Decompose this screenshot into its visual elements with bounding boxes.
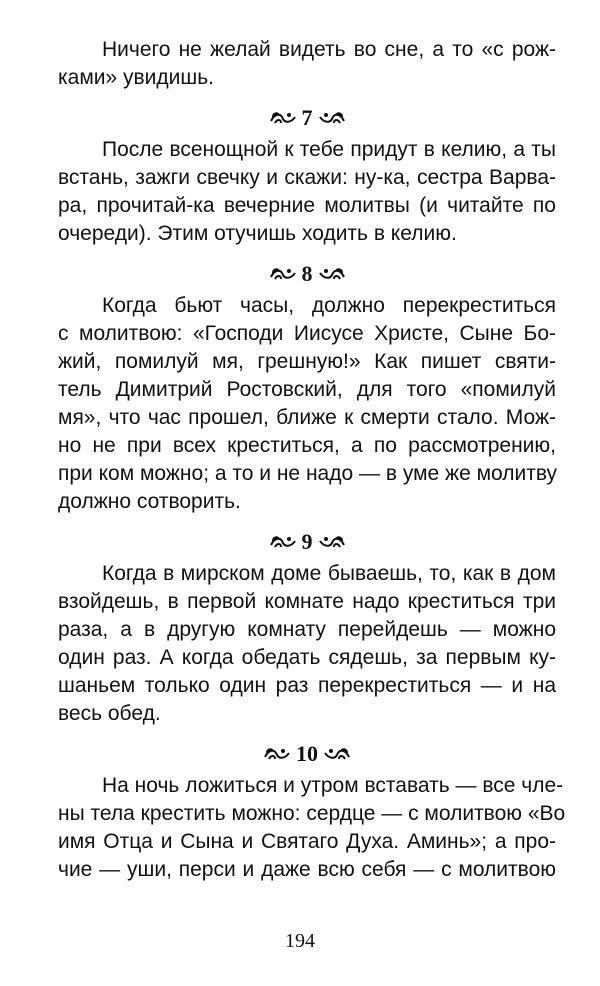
text-line: ны тела крестить можно: сердце — с молитвою «Во (58, 802, 566, 825)
section-number: 10 (296, 741, 318, 766)
text-line: очереди). Этим отучишь ходить в келию. (58, 222, 457, 245)
text-line: Когда в мирском доме бываешь, то, как в дом (102, 562, 556, 585)
text-line: На ночь ложиться и утром вставать — все чле- (102, 774, 564, 797)
text-line: жий, помилуй мя, грешную!» Как пишет святи- (58, 350, 556, 373)
ornament-right-icon (318, 533, 346, 551)
text-line: должно сотворить. (58, 490, 241, 513)
page-number: 194 (285, 930, 315, 952)
section-number: 9 (301, 529, 313, 554)
text-line: Ничего не желай видеть во сне, а то «с рож- (102, 38, 556, 61)
ornament-left-icon (269, 533, 297, 551)
text-line: После всенощной к тебе придут в келию, а ты (102, 138, 556, 161)
section-heading-7 (58, 98, 556, 138)
page-body (58, 36, 566, 884)
section-heading-9 (58, 522, 556, 562)
section-heading-10 (58, 734, 556, 774)
text-line: шаньем только один раз перекреститься — и на (58, 674, 556, 697)
ornament-left-icon (263, 745, 291, 763)
section-paragraph-7 (58, 136, 556, 248)
text-line: раза, а в другую комнату перейдешь — можно (58, 618, 556, 641)
ornament-right-icon (323, 745, 351, 763)
section-heading-8 (58, 254, 556, 294)
ornament-left-icon (269, 265, 297, 283)
intro-paragraph (58, 36, 556, 92)
ornament-left-icon (269, 109, 297, 127)
section-paragraph-9 (58, 560, 556, 728)
text-line: тель Димитрий Ростовский, для того «помилуй (58, 378, 556, 401)
text-line: весь обед. (58, 702, 161, 725)
text-line: ра, прочитай-ка вечерние молитвы (и читайте по (58, 194, 556, 217)
section-paragraph-10 (58, 772, 566, 884)
section-number: 8 (301, 261, 313, 286)
text-line: но не при всех креститься, а по рассмотрению, (58, 434, 556, 457)
text-line: с молитвою: «Господи Иисусе Христе, Сыне Бо- (58, 322, 556, 345)
text-line: встань, зажги свечку и скажи: ну-ка, сестра Варва- (58, 166, 556, 189)
section-paragraph-8 (58, 292, 556, 516)
ornament-right-icon (318, 109, 346, 127)
text-line: взойдешь, в первой комнате надо креститься три (58, 590, 556, 613)
text-line: мя», что час прошел, ближе к смерти стало. Мож- (58, 406, 556, 429)
text-line: имя Отца и Сына и Святаго Духа. Аминь»; а про- (58, 830, 556, 853)
ornament-right-icon (318, 265, 346, 283)
text-line: Когда бьют часы, должно перекреститься (102, 294, 556, 317)
text-line: ками» увидишь. (58, 66, 215, 89)
text-line: чие — уши, перси и даже всю себя — с молитвою (58, 858, 556, 881)
section-number: 7 (301, 105, 313, 130)
text-line: один раз. А когда обедать сядешь, за первым ку- (58, 646, 556, 669)
text-line: при ком можно; а то и не надо — в уме же молитву (58, 462, 558, 485)
